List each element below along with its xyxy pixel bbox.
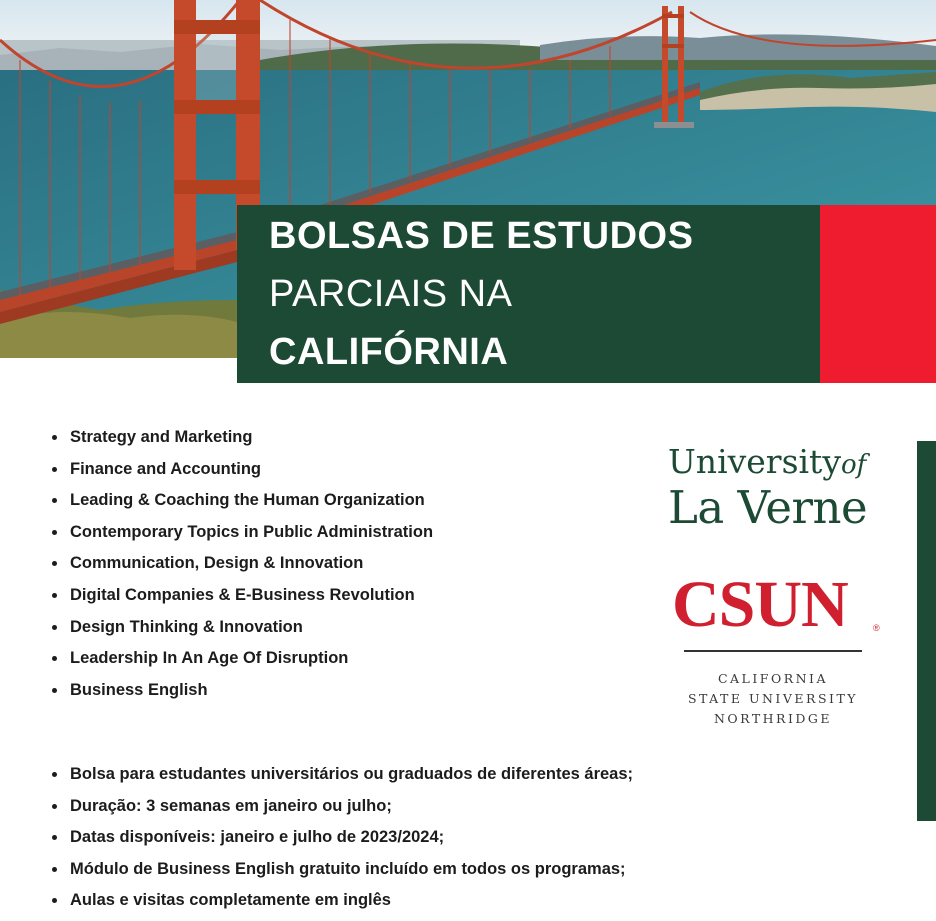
detail-item: Bolsa para estudantes universitários ou graduados de diferentes áreas; xyxy=(50,763,633,795)
csun-sub-line2: STATE UNIVERSITY xyxy=(687,691,859,706)
course-item: Finance and Accounting xyxy=(50,458,433,490)
detail-item: Duração: 3 semanas em janeiro ou julho; xyxy=(50,795,633,827)
detail-item: Módulo de Business English gratuito incluído em todos os programas; xyxy=(50,858,633,890)
csun-logo-subtitle xyxy=(660,669,886,729)
detail-item: Aulas e visitas completamente em inglês xyxy=(50,889,633,921)
registered-mark: ® xyxy=(873,623,880,633)
banner-title-line2: PARCIAIS NA xyxy=(269,273,513,315)
csun-logo-divider xyxy=(684,650,862,652)
csun-sub-line1: CALIFORNIA xyxy=(717,671,829,686)
red-accent-block xyxy=(820,205,936,383)
green-accent-stripe xyxy=(917,441,936,821)
laverne-logo-university: University xyxy=(668,442,841,481)
csun-logo: CSUN xyxy=(672,568,848,641)
course-item: Leadership In An Age Of Disruption xyxy=(50,647,433,679)
title-banner xyxy=(237,205,820,383)
course-item: Business English xyxy=(50,679,433,711)
banner-title-line3: CALIFÓRNIA xyxy=(269,331,509,373)
course-item: Leading & Coaching the Human Organization xyxy=(50,489,433,521)
course-item: Digital Companies & E-Business Revolution xyxy=(50,584,433,616)
laverne-logo-of: of xyxy=(840,450,867,480)
program-details-list xyxy=(50,763,633,921)
csun-sub-line3: NORTHRIDGE xyxy=(713,711,833,726)
course-item: Design Thinking & Innovation xyxy=(50,616,433,648)
detail-item: Datas disponíveis: janeiro e julho de 2023/2024; xyxy=(50,826,633,858)
university-of-la-verne-logo xyxy=(668,443,867,532)
course-item: Contemporary Topics in Public Administration xyxy=(50,521,433,553)
banner-title-line1: BOLSAS DE ESTUDOS xyxy=(269,215,694,257)
course-list xyxy=(50,426,433,710)
laverne-logo-name: La Verne xyxy=(668,481,868,534)
course-item: Communication, Design & Innovation xyxy=(50,552,433,584)
course-item: Strategy and Marketing xyxy=(50,426,433,458)
